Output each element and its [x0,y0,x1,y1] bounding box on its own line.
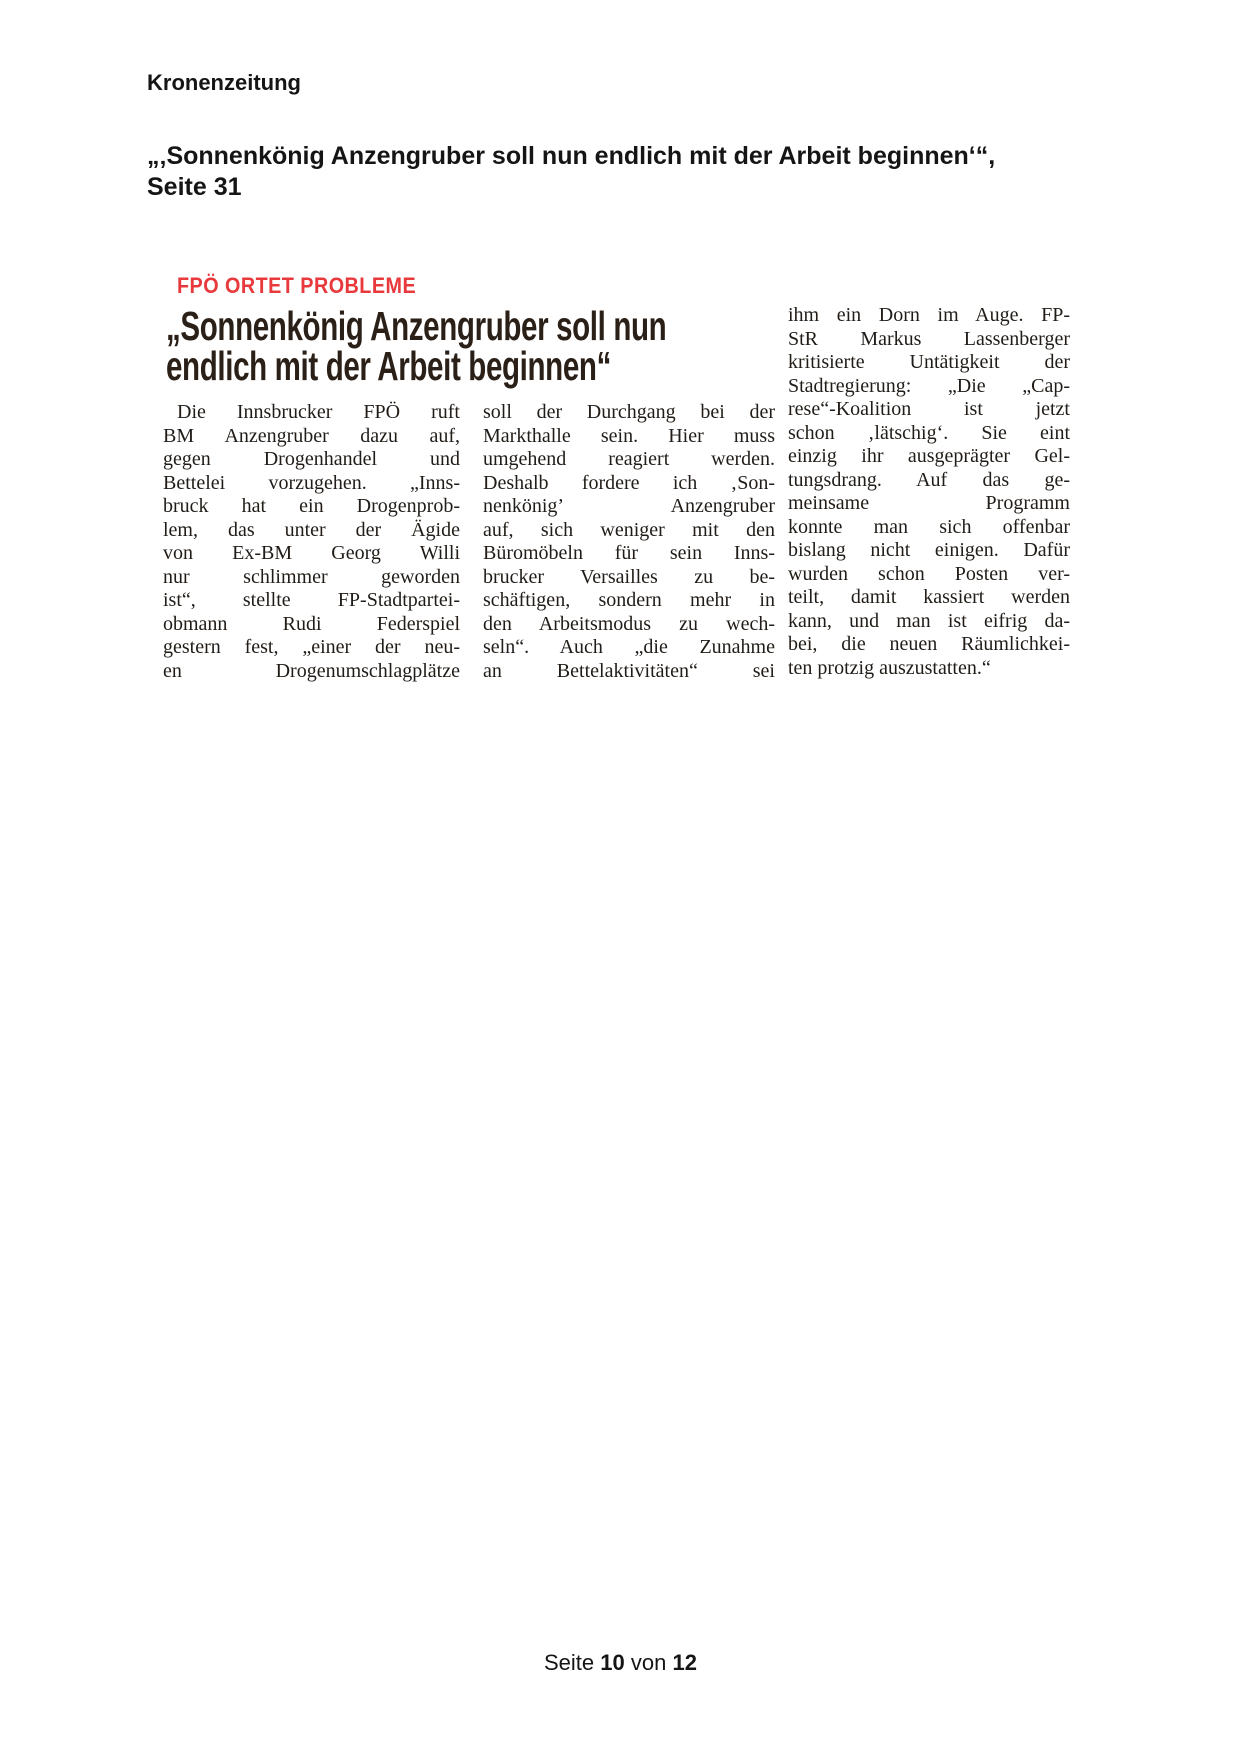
article-line: obmann Rudi Federspiel [163,612,460,635]
article-line: seln“. Auch „die Zunahme [483,636,775,658]
article-line: von Ex-BM Georg Willi [163,542,460,564]
article-line: den Arbeitsmodus zu wech- [483,612,775,635]
footer-page-number: 10 [600,1650,625,1675]
page-footer [0,1650,1241,1676]
article-line: Die Innsbrucker FPÖ ruft [177,401,460,423]
article-line: brucker Versailles zu be- [483,565,775,588]
article-line: kritisierte Untätigkeit der [788,351,1070,373]
article-line: Bettelei vorzugehen. „Inns- [163,471,460,494]
footer-separator: von [630,1650,667,1675]
article-line: tungsdrang. Auf das ge- [788,468,1070,491]
article-line: ist“, stellte FP-Stadtpartei- [163,589,460,611]
article-line: bruck hat ein Drogenprob- [163,495,460,517]
article-line: auf, sich weniger mit den [483,518,775,541]
article-line: StR Markus Lassenberger [788,327,1070,350]
article-line: wurden schon Posten ver- [788,562,1070,585]
article-column-3 [788,304,1070,680]
article-line: ihm ein Dorn im Auge. FP- [788,304,1070,326]
article-line: nur schlimmer geworden [163,565,460,588]
article-line: konnte man sich offenbar [788,515,1070,538]
article-line: soll der Durchgang bei der [483,401,775,423]
document-title-line-2: Seite 31 [147,173,242,201]
article-line: Stadtregierung: „Die „Cap- [788,374,1070,397]
article-line: an Bettelaktivitäten“ sei [483,659,775,682]
article-line: bei, die neuen Räumlichkei- [788,633,1070,655]
article-headline-line-1: „Sonnenkönig Anzengruber soll nun [166,303,667,349]
document-title [147,141,1157,203]
article-line: gegen Drogenhandel und [163,448,460,470]
article-line: nenkönig’ Anzengruber [483,495,775,517]
article-line: Büromöbeln für sein Inns- [483,542,775,564]
article-kicker: FPÖ ORTET PROBLEME [177,273,417,298]
article-line: meinsame Programm [788,492,1070,514]
article-column-2 [483,401,775,683]
article-line: teilt, damit kassiert werden [788,586,1070,608]
article-column-1 [163,401,460,683]
article-line: kann, und man ist eifrig da- [788,609,1070,632]
article-headline-line-2: endlich mit der Arbeit beginnen“ [166,342,611,389]
article-line: umgehend reagiert werden. [483,448,775,470]
article-line: en Drogenumschlagplätze [163,659,460,682]
article-line: gestern fest, „einer der neu- [163,636,460,658]
article-line: BM Anzengruber dazu auf, [163,424,460,447]
article-line: schäftigen, sondern mehr in [483,589,775,611]
article-line: Deshalb fordere ich ‚Son- [483,471,775,494]
document-title-line-1: „‚Sonnenkönig Anzengruber soll nun endlich mit der Arbeit beginnen‘“, [147,142,996,170]
article-line: bislang nicht einigen. Dafür [788,539,1070,561]
article-headline [166,303,667,389]
article-line: einzig ihr ausgeprägter Gel- [788,445,1070,467]
article-line: Markthalle sein. Hier muss [483,424,775,447]
article-line: schon ‚lätschig‘. Sie eint [788,421,1070,444]
footer-prefix: Seite [544,1650,595,1675]
article-line: lem, das unter der Ägide [163,518,460,541]
source-name: Kronenzeitung [147,70,301,95]
footer-total-pages: 12 [672,1650,697,1675]
article-line: rese“-Koalition ist jetzt [788,398,1070,420]
article-line: ten protzig auszustatten.“ [788,656,991,679]
